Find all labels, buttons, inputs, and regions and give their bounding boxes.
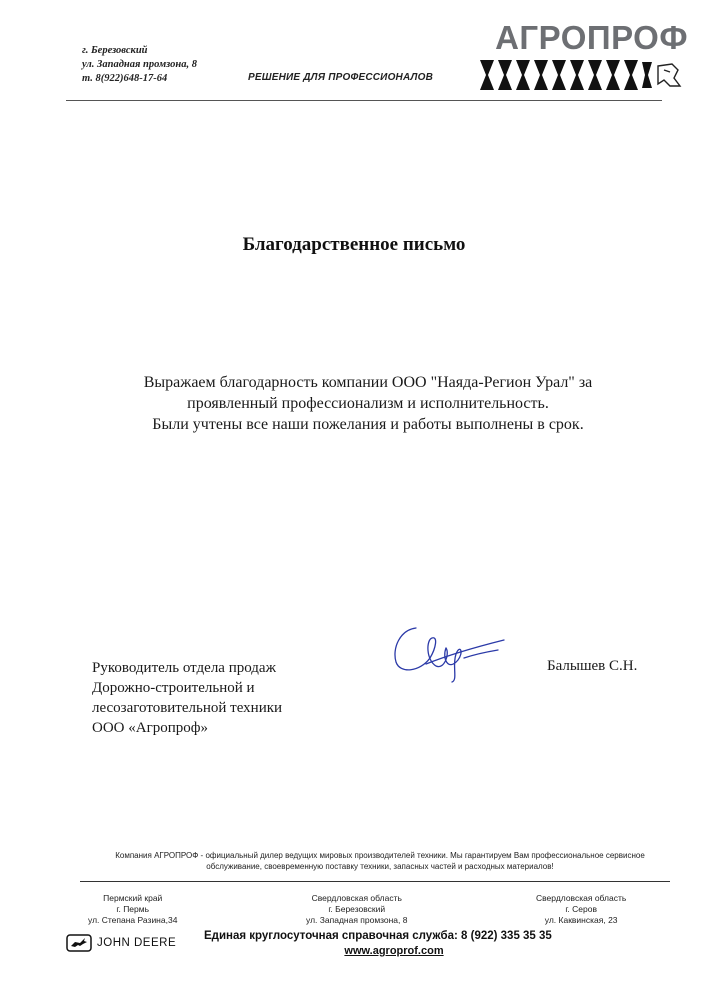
- footer-divider: [80, 881, 670, 882]
- position-line: Дорожно-строительной и: [92, 680, 255, 696]
- office-street: ул. Каквинская, 23: [544, 915, 618, 925]
- handwritten-signature: [386, 614, 506, 684]
- office-region: Пермский край: [103, 893, 163, 903]
- footer-note-line: Компания АГРОПРОФ - официальный дилер ведущих мировых производителей техники. Мы гарантируем Вам профессиональное сервисное: [115, 851, 645, 860]
- office-city: г. Пермь: [116, 904, 150, 914]
- body-line: Были учтены все наши пожелания и работы выполнены в срок.: [152, 416, 584, 433]
- position-line: ООО «Агропроф»: [92, 720, 208, 736]
- footer-note-line: обслуживание, своевременную поставку техники, запасных частей и расходных материалов!: [206, 862, 554, 871]
- agroprof-logo: [474, 20, 688, 94]
- position-line: лесозаготовительной техники: [92, 700, 283, 716]
- logo-text: АГРОПРОФ: [495, 19, 688, 56]
- footer-note: [100, 850, 660, 872]
- office-region: Свердловская область: [536, 893, 627, 903]
- hotline-phone: Единая круглосуточная справочная служба: 8 (922) 335 35 35: [204, 930, 552, 942]
- sender-address: [82, 44, 197, 86]
- sender-phone: т. 8(922)648-17-64: [82, 73, 168, 84]
- sender-city: г. Березовский: [82, 45, 148, 56]
- brand-name: JOHN DEERE: [97, 937, 177, 949]
- body-line: проявленный профессионализм и исполнительность.: [187, 395, 549, 412]
- website-link[interactable]: www.agroprof.com: [344, 945, 444, 957]
- office-city: г. Березовский: [328, 904, 386, 914]
- company-tagline: РЕШЕНИЕ ДЛЯ ПРОФЕССИОНАЛОВ: [248, 72, 433, 83]
- office-address-berezovsky: [306, 893, 408, 926]
- office-city: г. Серов: [565, 904, 597, 914]
- position-line: Руководитель отдела продаж: [92, 660, 276, 676]
- office-region: Свердловская область: [311, 893, 402, 903]
- letter-title: Благодарственное письмо: [242, 234, 466, 255]
- signatory-position: [92, 658, 282, 738]
- header-divider: [66, 100, 662, 101]
- office-street: ул. Степана Разина,34: [88, 915, 178, 925]
- body-line: Выражаем благодарность компании ООО "Наяда-Регион Урал" за: [143, 374, 593, 391]
- office-address-serov: [536, 893, 626, 926]
- signatory-name: Балышев С.Н.: [547, 658, 638, 674]
- office-street: ул. Западная промзона, 8: [306, 915, 408, 925]
- letter-body: [90, 372, 646, 435]
- sender-street: ул. Западная промзона, 8: [82, 59, 197, 70]
- tire-tread-icon: [474, 56, 688, 94]
- office-address-perm: [88, 893, 177, 926]
